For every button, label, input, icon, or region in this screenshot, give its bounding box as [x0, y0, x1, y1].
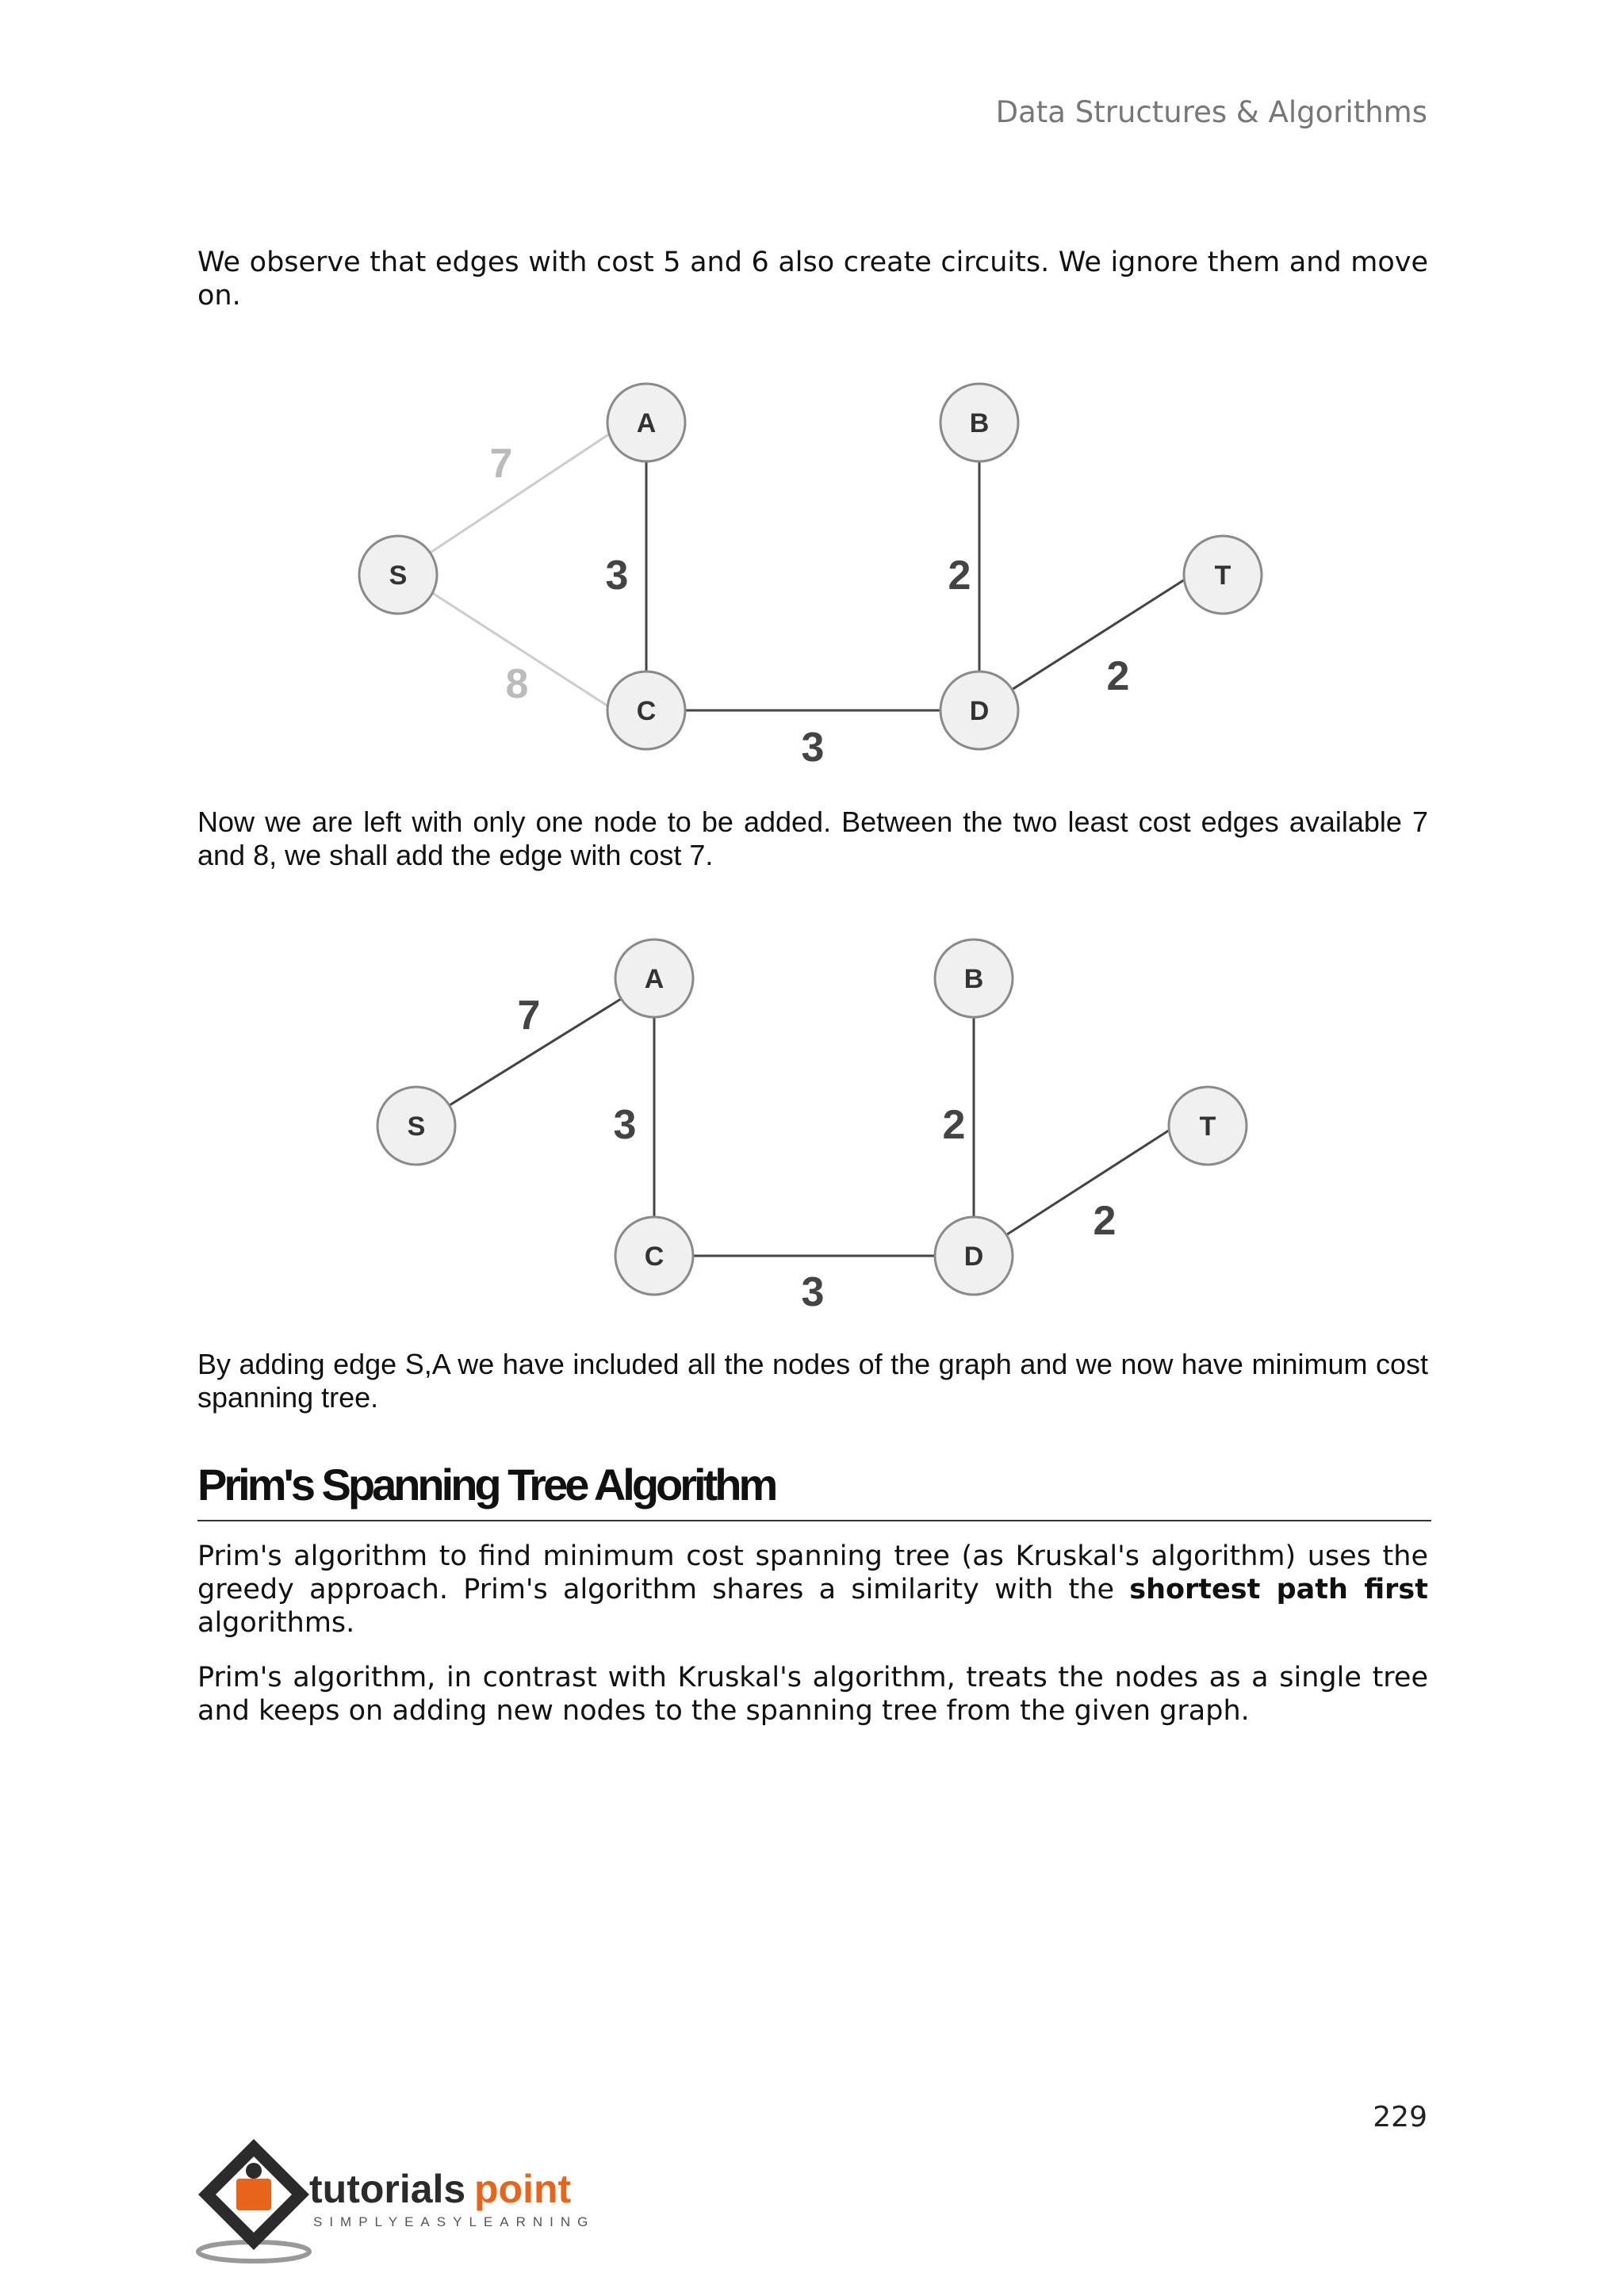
node-a [607, 384, 685, 461]
edge-label-b-d: 2 [942, 1102, 966, 1148]
paragraph-prim-contrast: Prim's algorithm, in contrast with Kruskal's algorithm, treats the nodes as a single tree and keeps on adding new nodes to the spanning tree from the given graph. [197, 1662, 1428, 1727]
svg-text:B: B [963, 964, 984, 994]
svg-text:A: A [644, 964, 665, 994]
node-c [615, 1217, 693, 1295]
node-t [1184, 536, 1262, 614]
edge-label-s-c: 8 [505, 661, 529, 707]
paragraph-prim-intro [197, 1540, 1428, 1640]
node-b [935, 939, 1013, 1017]
svg-text:S: S [407, 1112, 426, 1142]
prim-intro-end: algorithms. [197, 1607, 355, 1639]
node-b [940, 384, 1018, 461]
svg-text:T: T [1199, 1112, 1216, 1142]
section-title: Prim's Spanning Tree Algorithm [197, 1460, 776, 1510]
prim-intro-bold: shortest path first [1129, 1574, 1428, 1605]
graph-figure-2 [333, 920, 1300, 1332]
paragraph-spanning-tree-complete: By adding edge S,A we have included all the nodes of the graph and we now have minimum cost spanning tree. [197, 1348, 1428, 1414]
node-d [940, 672, 1018, 749]
running-header: Data Structures & Algorithms [995, 95, 1427, 129]
node-a [615, 939, 693, 1017]
svg-text:S: S [389, 561, 408, 591]
edge-label-c-d: 3 [801, 1269, 825, 1315]
edge-label-d-t: 2 [1093, 1198, 1116, 1244]
tutorialspoint-logo [190, 2133, 634, 2271]
logo-word-tutorials: tutorials [309, 2167, 466, 2211]
svg-text:D: D [969, 696, 990, 726]
edge-label-s-a: 7 [517, 993, 541, 1039]
edge-label-b-d: 2 [948, 553, 971, 599]
page-number: 229 [1373, 2101, 1427, 2133]
graph-1-svg [333, 365, 1300, 777]
logo-person-head [246, 2163, 262, 2179]
paragraph-one-node-left: Now we are left with only one node to be added. Between the two least cost edges available 7 and 8, we shall add the edge with cost 7. [197, 806, 1428, 871]
edge-label-a-c: 3 [613, 1102, 637, 1148]
edge-label-c-d: 3 [801, 725, 825, 771]
node-t [1169, 1087, 1247, 1165]
svg-text:T: T [1214, 561, 1231, 591]
svg-text:C: C [636, 696, 657, 726]
edge-label-a-c: 3 [605, 553, 629, 599]
node-d [935, 1217, 1013, 1295]
graph-2-svg [333, 920, 1300, 1332]
graph-figure-1 [333, 365, 1300, 777]
edge-label-s-a: 7 [489, 441, 513, 487]
svg-text:A: A [636, 408, 657, 438]
logo-book-icon [236, 2179, 271, 2210]
logo-graphic [190, 2133, 634, 2267]
node-s [359, 536, 437, 614]
title-underline [197, 1520, 1431, 1521]
svg-text:B: B [969, 408, 990, 438]
svg-text:D: D [963, 1242, 984, 1272]
logo-word-point: point [474, 2167, 572, 2211]
paragraph-circuits: We observe that edges with cost 5 and 6 also create circuits. We ignore them and move on. [197, 247, 1428, 312]
prim-intro-text: Prim's algorithm to find minimum cost spanning tree (as Kruskal's algorithm) uses the greedy approach. Prim's algorithm shares a similarity with the [197, 1540, 1428, 1605]
node-c [607, 672, 685, 749]
svg-text:C: C [644, 1242, 665, 1272]
logo-tagline: SIMPLYEASYLEARNING [313, 2214, 596, 2229]
node-s [377, 1087, 455, 1165]
edge-label-d-t: 2 [1106, 653, 1130, 699]
